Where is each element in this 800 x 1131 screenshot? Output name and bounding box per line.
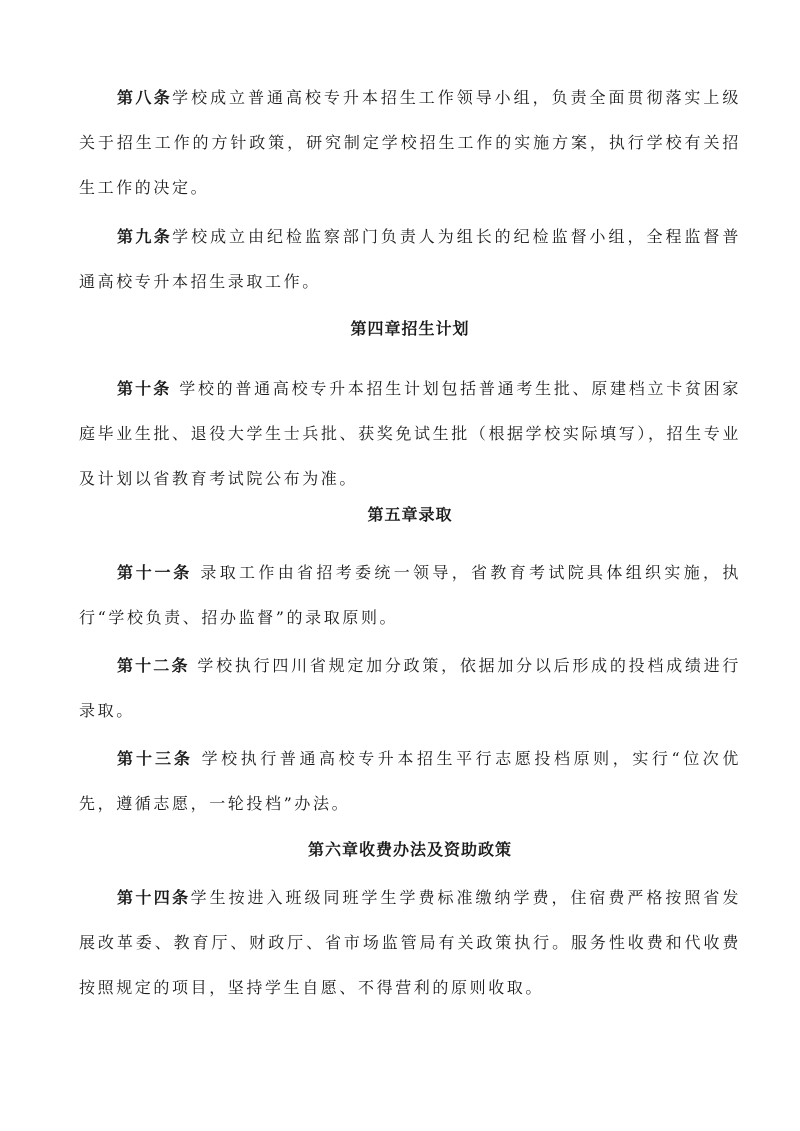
article-number: 第十三条 <box>117 749 193 768</box>
article-text: 学校成立由纪检监察部门负责人为组长的纪检监督小组，全程监督普通高校专升本招生录取工作。 <box>79 227 741 291</box>
article-13 <box>79 736 741 826</box>
article-text: 学校成立普通高校专升本招生工作领导小组，负责全面贯彻落实上级关于招生工作的方针政策，研究制定学校招生工作的实施方案，执行学校有关招生工作的决定。 <box>79 88 741 197</box>
article-number: 第十四条 <box>117 888 191 907</box>
chapter-heading-5: 第五章录取 <box>367 505 453 524</box>
article-number: 第八条 <box>117 88 173 107</box>
article-8 <box>79 75 741 210</box>
article-number: 第十二条 <box>117 656 190 675</box>
article-text: 学校执行普通高校专升本招生平行志愿投档原则，实行“位次优先，遵循志愿，一轮投档”办法。 <box>79 749 741 813</box>
article-text: 学校的普通高校专升本招生计划包括普通考生批、原建档立卡贫困家庭毕业生批、退役大学生士兵批、获奖免试生批（根据学校实际填写），招生专业及计划以省教育考试院公布为准。 <box>79 379 741 488</box>
article-14 <box>79 875 741 1010</box>
article-12 <box>79 643 741 733</box>
article-text: 学校执行四川省规定加分政策，依据加分以后形成的投档成绩进行录取。 <box>79 656 741 720</box>
article-text: 录取工作由省招考委统一领导，省教育考试院具体组织实施，执行“学校负责、招办监督”的录取原则。 <box>79 563 741 627</box>
article-10 <box>79 366 741 501</box>
article-number: 第九条 <box>117 227 173 246</box>
article-11 <box>79 550 741 640</box>
chapter-heading-4: 第四章招生计划 <box>350 319 470 338</box>
article-number: 第十一条 <box>117 563 192 582</box>
article-9 <box>79 214 741 304</box>
article-text: 学生按进入班级同班学生学费标准缴纳学费，住宿费严格按照省发展改革委、教育厅、财政厅、省市场监管局有关政策执行。服务性收费和代收费按照规定的项目，坚持学生自愿、不得营利的原则收取。 <box>79 888 741 997</box>
article-number: 第十条 <box>117 379 172 398</box>
chapter-heading-6: 第六章收费办法及资助政策 <box>307 840 512 859</box>
